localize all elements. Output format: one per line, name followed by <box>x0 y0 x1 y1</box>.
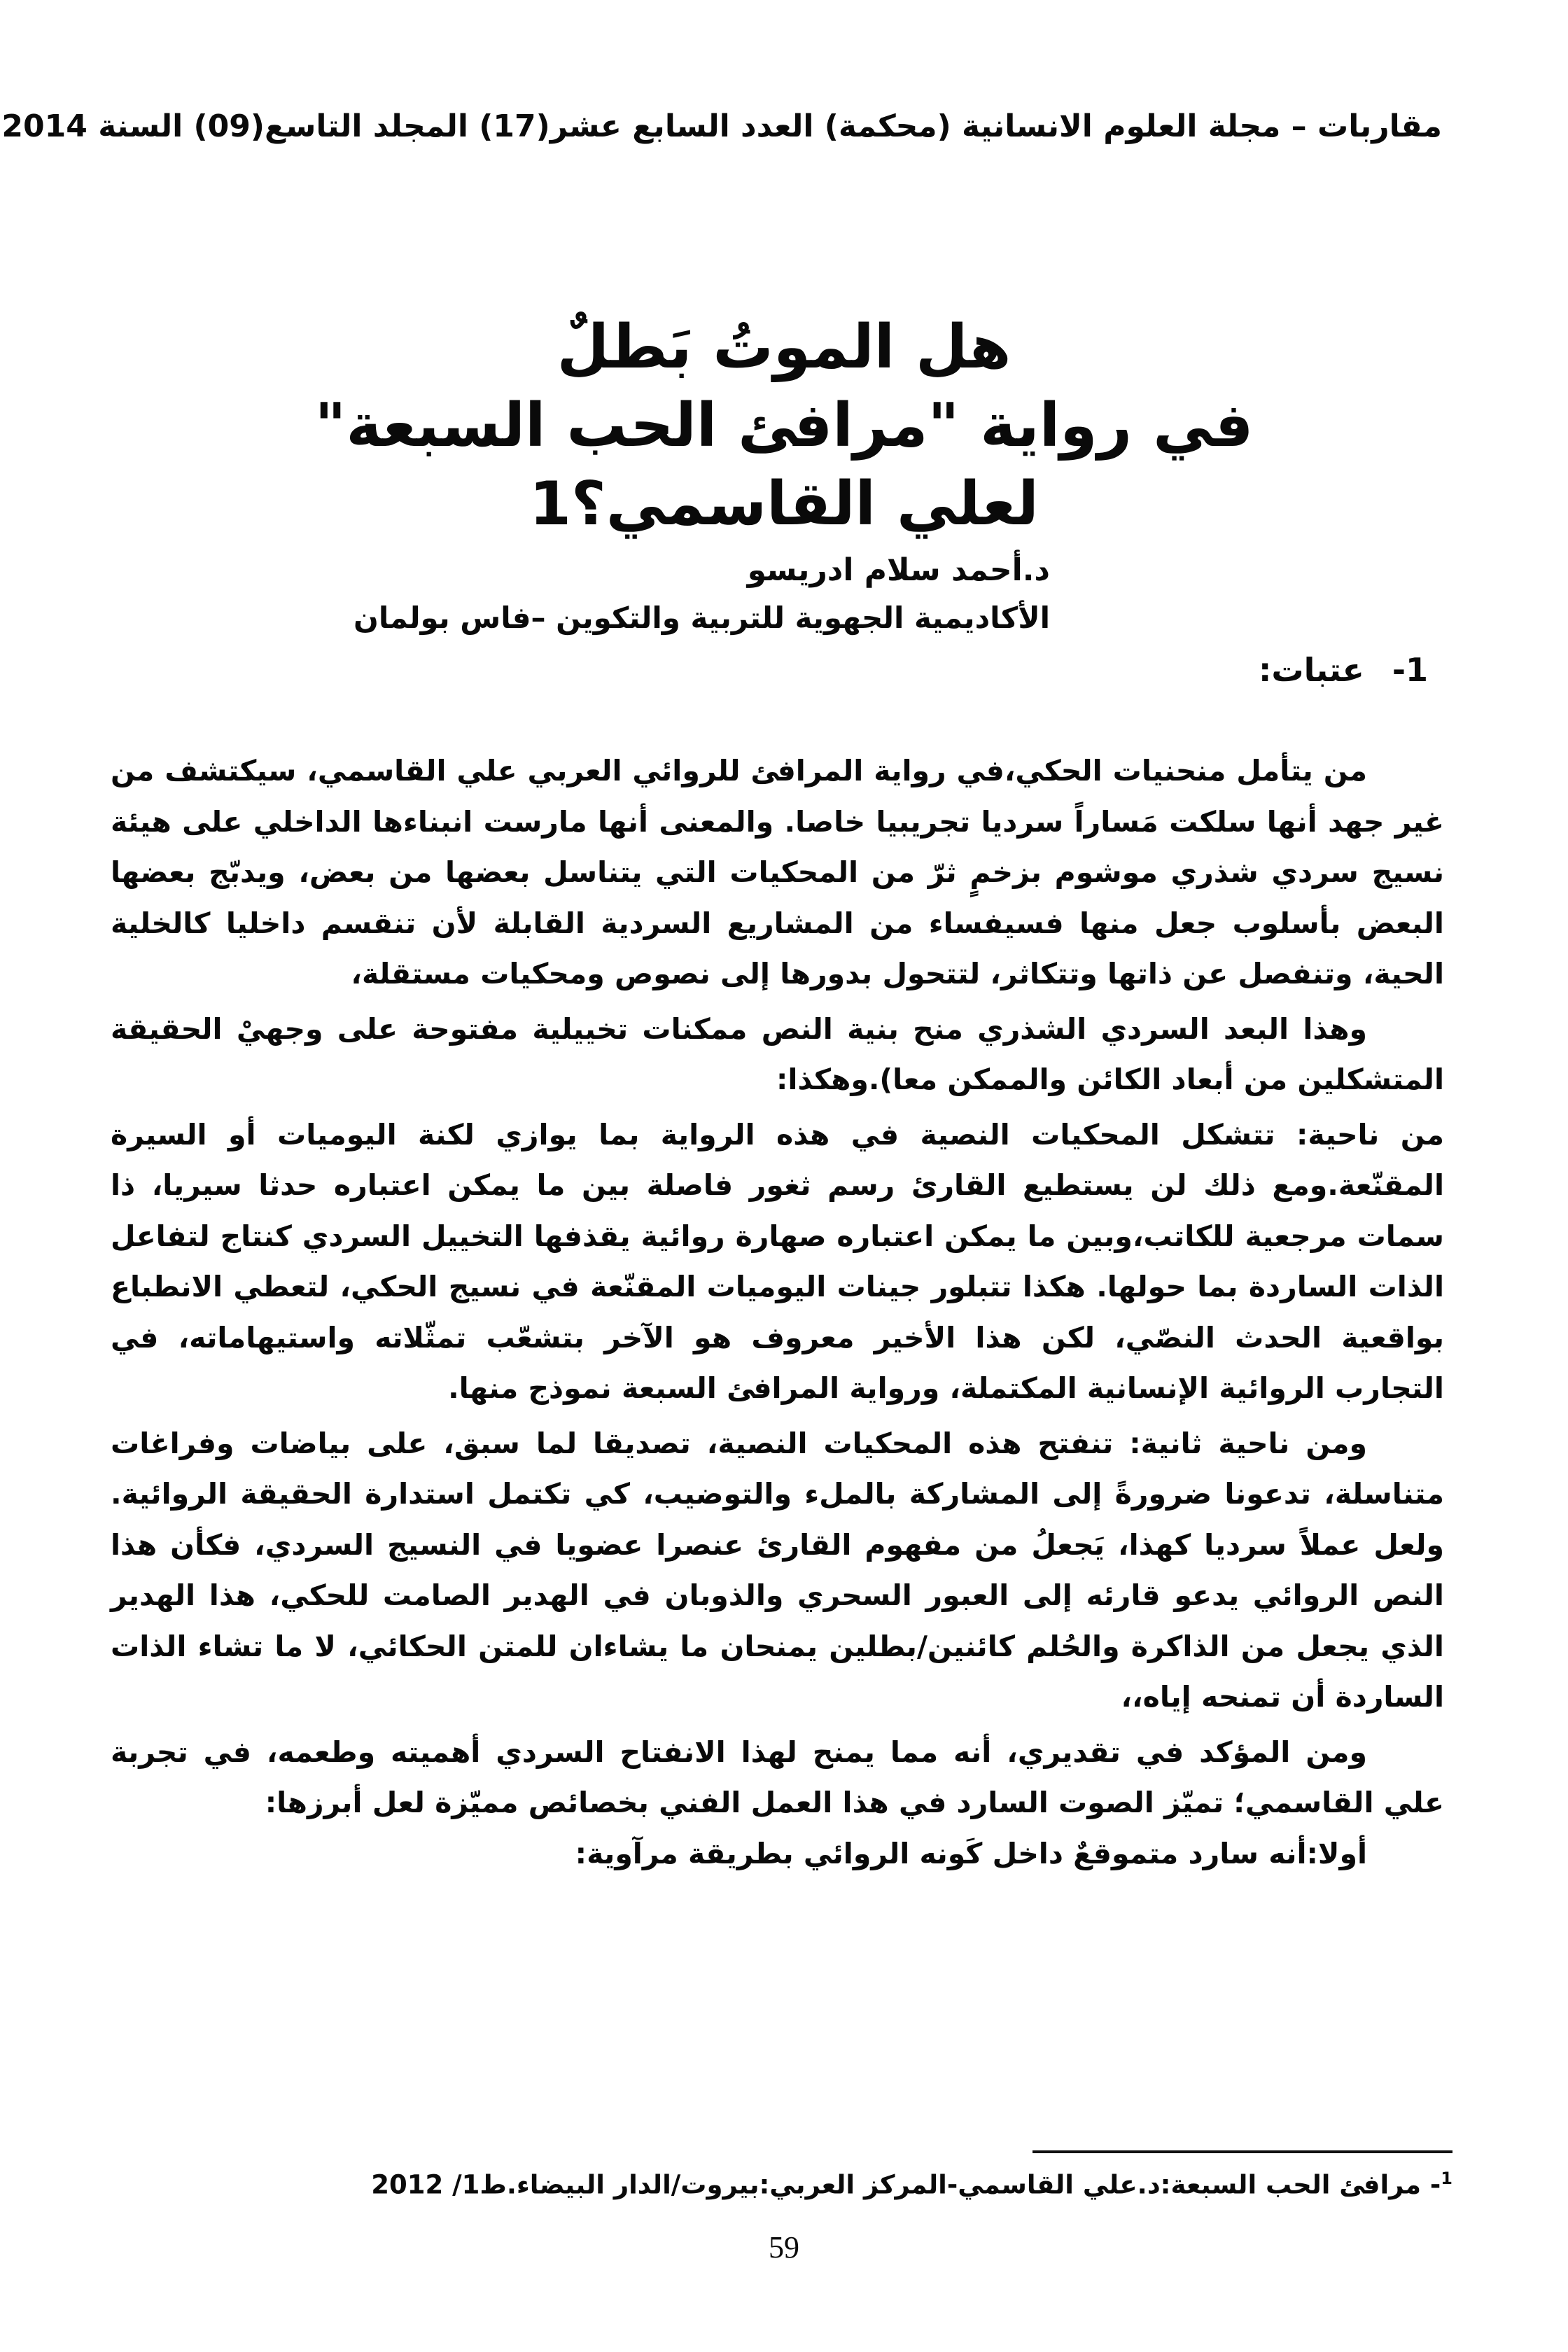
author-affiliation: الأكاديمية الجهوية للتربية والتكوين –فاس بولمان <box>354 601 1050 635</box>
section-heading <box>1259 651 1428 689</box>
title-line-1: هل الموتُ بَطلٌ <box>556 312 1011 382</box>
paragraph: ومن المؤكد في تقديري، أنه مما يمنح لهذا الانفتاح السردي أهميته وطعمه، في تجربة علي القاسمي؛ تميّز الصوت السارد في هذا العمل الفني بخصائص مميّزة لعل أبرزها: <box>111 1735 1444 1819</box>
running-header: مقاربات – مجلة العلوم الانسانية (محكمة) العدد السابع عشر(17) المجلد التاسع(09) السنة 2014 <box>1 108 1442 144</box>
footnote <box>371 2169 1452 2200</box>
title-line-2: في رواية "مرافئ الحب السبعة" <box>314 391 1254 461</box>
body-text <box>111 746 1444 1879</box>
paragraph: من يتأمل منحنيات الحكي،في رواية المرافئ للروائي العربي علي القاسمي، سيكتشف من غير جهد أنها سلكت مَساراً سرديا تجريبيا خاصا. والمعنى أنها مارست انبناءها الداخلي على هيئة نسيج سردي شذري موشوم بزخمٍ ثرّ من المحكيات التي يتناسل بعضها من بعض، ويدبّج بعضها البعض بأسلوب جعل منها فسيفساء من المشاريع السردية القابلة لأن تنقسم داخليا كالخلية الحية، وتنفصل عن ذاتها وتتكاثر، لتتحول بدورها إلى نصوص ومحكيات مستقلة، <box>111 754 1444 990</box>
paragraph: وهذا البعد السردي الشذري منح بنية النص ممكنات تخييلية مفتوحة على وجهيْ الحقيقة المتشكلين من أبعاد الكائن والممكن معا).وهكذا: <box>111 1011 1444 1096</box>
footnote-text: - مرافئ الحب السبعة:د.علي القاسمي-المركز العربي:بيروت/الدار البيضاء.ط1/ 2012 <box>371 2169 1441 2200</box>
section-number: 1- <box>1392 651 1428 689</box>
paragraph: من ناحية: تتشكل المحكيات النصية في هذه الرواية بما يوازي لكنة اليوميات أو السيرة المقنّعة.ومع ذلك لن يستطيع القارئ رسم ثغور فاصلة بين ما يمكن اعتباره حدثا سيريا، ذا سمات مرجعية للكاتب،وبين ما يمكن اعتباره صهارة روائية يقذفها التخييل السردي كنتاج لتفاعل الذات الساردة بما حولها. هكذا تتبلور جينات اليوميات المقنّعة في نسيج الحكي، لتعطي الانطباع بواقعية الحدث النصّي، لكن هذا الأخير معروف هو الآخر بتشعّب تمثّلاته واستيهاماته، في التجارب الروائية الإنسانية المكتملة، ورواية المرافئ السبعة نموذج منها. <box>111 1117 1444 1405</box>
page-number: 59 <box>769 2230 799 2264</box>
author-name: د.أحمد سلام ادريسو <box>747 552 1050 588</box>
author-block <box>210 546 1050 641</box>
title-line-3: لعلي القاسمي؟1 <box>529 469 1039 539</box>
section-title: عتبات: <box>1259 651 1364 689</box>
article-title <box>210 308 1358 543</box>
paragraph: أولا:أنه سارد متموقعٌ داخل كَونه الروائي بطريقة مرآوية: <box>575 1836 1367 1870</box>
paragraph: ومن ناحية ثانية: تنفتح هذه المحكيات النصية، تصديقا لما سبق، على بياضات وفراغات متناسلة، تدعونا ضرورةً إلى المشاركة بالملء والتوضيب، كي تكتمل استدارة الحقيقة الروائية. ولعل عملاً سرديا كهذا، يَجعلُ من مفهوم القارئ عنصرا عضويا في النسيج السردي، فكأن هذا النص الروائي يدعو قارئه إلى العبور السحري والذوبان في الهدير الصامت للحكي، هذا الهدير الذي يجعل من الذاكرة والحُلم كائنين/بطلين يمنحان ما يشاءان للمتن الحكائي، لا ما تشاء الذات الساردة أن تمنحه إياه،، <box>111 1426 1444 1714</box>
footnote-divider <box>1032 2150 1452 2153</box>
footnote-marker: 1 <box>1441 2169 1452 2188</box>
